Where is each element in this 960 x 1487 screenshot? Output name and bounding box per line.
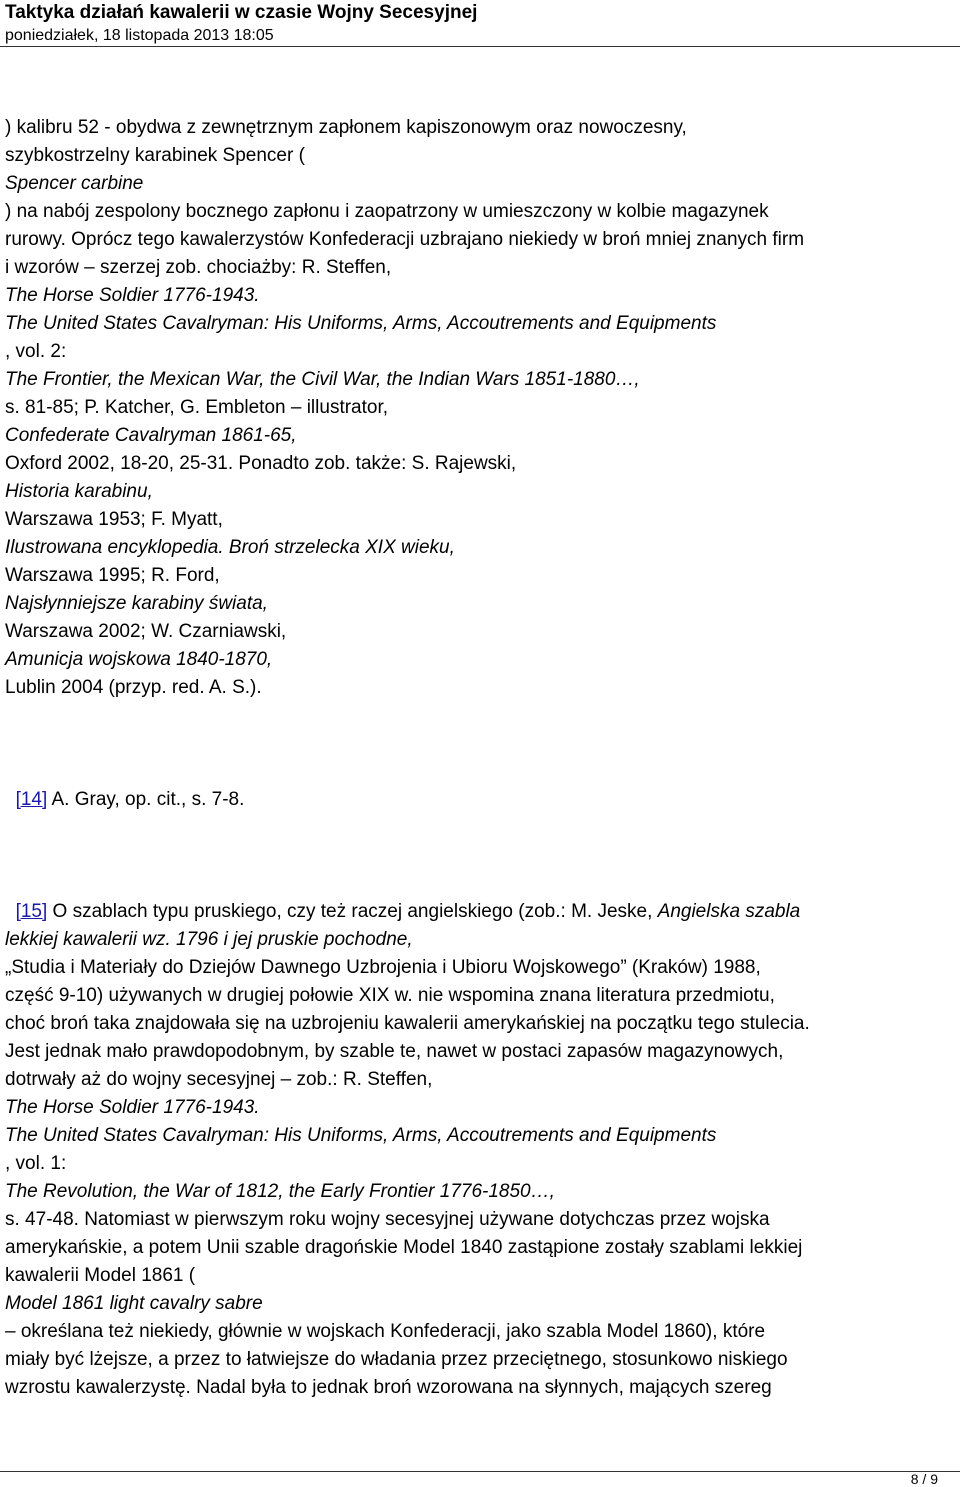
text-line: amerykańskie, a potem Unii szable dragońskie Model 1840 zastąpione zostały szablami lekkiej [5, 1237, 803, 1258]
footnote-14: [14] A. Gray, op. cit., s. 7-8. [15, 789, 245, 810]
text-line-italic: Model 1861 light cavalry sabre [5, 1293, 263, 1314]
text-line: „Studia i Materiały do Dziejów Dawnego Uzbrojenia i Ubioru Wojskowego” (Kraków) 1988, [5, 957, 761, 978]
header-divider [0, 46, 960, 47]
text-line-italic: lekkiej kawalerii wz. 1796 i jej pruskie pochodne, [5, 929, 413, 950]
document-title: Taktyka działań kawalerii w czasie Wojny Secesyjnej [5, 2, 478, 23]
footnote-15 [5, 898, 955, 1402]
text-line: , vol. 2: [5, 341, 67, 362]
text-line-italic: Najsłynniejsze karabiny świata, [5, 593, 268, 614]
text-line-italic: Spencer carbine [5, 173, 144, 194]
text-line: s. 47-48. Natomiast w pierwszym roku wojny secesyjnej używane dotychczas przez wojska [5, 1209, 770, 1230]
text-line: dotrwały aż do wojny secesyjnej – zob.: R. Steffen, [5, 1069, 433, 1090]
text-line-italic: The United States Cavalryman: His Uniforms, Arms, Accoutrements and Equipments [5, 313, 717, 334]
footnote-13-continuation [5, 114, 955, 702]
text-line: , vol. 1: [5, 1153, 67, 1174]
text-line-italic: Confederate Cavalryman 1861-65, [5, 425, 297, 446]
text-line: i wzorów – szerzej zob. chociażby: R. Steffen, [5, 257, 392, 278]
page-number: 8 / 9 [910, 1471, 938, 1487]
text-line: Warszawa 1995; R. Ford, [5, 565, 220, 586]
footer-divider [0, 1471, 960, 1472]
text-line-italic: The Horse Soldier 1776-1943. [5, 285, 260, 306]
footnote-14-link[interactable]: [14] [15, 789, 48, 810]
text-line-italic: The Horse Soldier 1776-1943. [5, 1097, 260, 1118]
text-line: miały być lżejsze, a przez to łatwiejsze do władania przez przeciętnego, stosunkowo niskiego [5, 1349, 788, 1370]
text-line: szybkostrzelny karabinek Spencer ( [5, 145, 305, 166]
text-line: Warszawa 1953; F. Myatt, [5, 509, 223, 530]
text-line: Jest jednak mało prawdopodobnym, by szable te, nawet w postaci zapasów magazynowych, [5, 1041, 784, 1062]
text-line: ) kalibru 52 - obydwa z zewnętrznym zapłonem kapiszonowym oraz nowoczesny, [5, 117, 687, 138]
text-line-italic: The Revolution, the War of 1812, the Early Frontier 1776-1850…, [5, 1181, 555, 1202]
article-body [5, 114, 955, 1402]
text-line: Warszawa 2002; W. Czarniawski, [5, 621, 287, 642]
document-date: poniedziałek, 18 listopada 2013 18:05 [5, 27, 274, 44]
text-line-italic: Historia karabinu, [5, 481, 153, 502]
text-line: Lublin 2004 (przyp. red. A. S.). [5, 677, 262, 698]
page-header [5, 2, 955, 46]
footnote-15-link[interactable]: [15] [15, 901, 48, 922]
text-line-italic: Amunicja wojskowa 1840-1870, [5, 649, 273, 670]
text-line: kawalerii Model 1861 ( [5, 1265, 196, 1286]
text-line-italic: The United States Cavalryman: His Uniforms, Arms, Accoutrements and Equipments [5, 1125, 717, 1146]
text-line: choć broń taka znajdowała się na uzbrojeniu kawalerii amerykańskiej na początku tego stulecia. [5, 1013, 810, 1034]
text-line: ) na nabój zespolony bocznego zapłonu i zaopatrzony w umieszczony w kolbie magazynek [5, 201, 769, 222]
text-line: – określana też niekiedy, głównie w wojskach Konfederacji, jako szabla Model 1860), które [5, 1321, 766, 1342]
text-line: część 9-10) używanych w drugiej połowie XIX w. nie wspomina znana literatura przedmiotu, [5, 985, 775, 1006]
text-line-italic: The Frontier, the Mexican War, the Civil War, the Indian Wars 1851-1880…, [5, 369, 640, 390]
text-line: wzrostu kawalerzystę. Nadal była to jednak broń wzorowana na słynnych, mających szereg [5, 1377, 772, 1398]
text-line: s. 81-85; P. Katcher, G. Embleton – illustrator, [5, 397, 389, 418]
text-line: [15] O szablach typu pruskiego, czy też raczej angielskiego (zob.: M. Jeske, Angielska szabla [15, 901, 801, 922]
text-line: rurowy. Oprócz tego kawalerzystów Konfederacji uzbrajano niekiedy w broń mniej znanych firm [5, 229, 805, 250]
text-line: Oxford 2002, 18-20, 25-31. Ponadto zob. także: S. Rajewski, [5, 453, 517, 474]
text-line-italic: Ilustrowana encyklopedia. Broń strzelecka XIX wieku, [5, 537, 455, 558]
